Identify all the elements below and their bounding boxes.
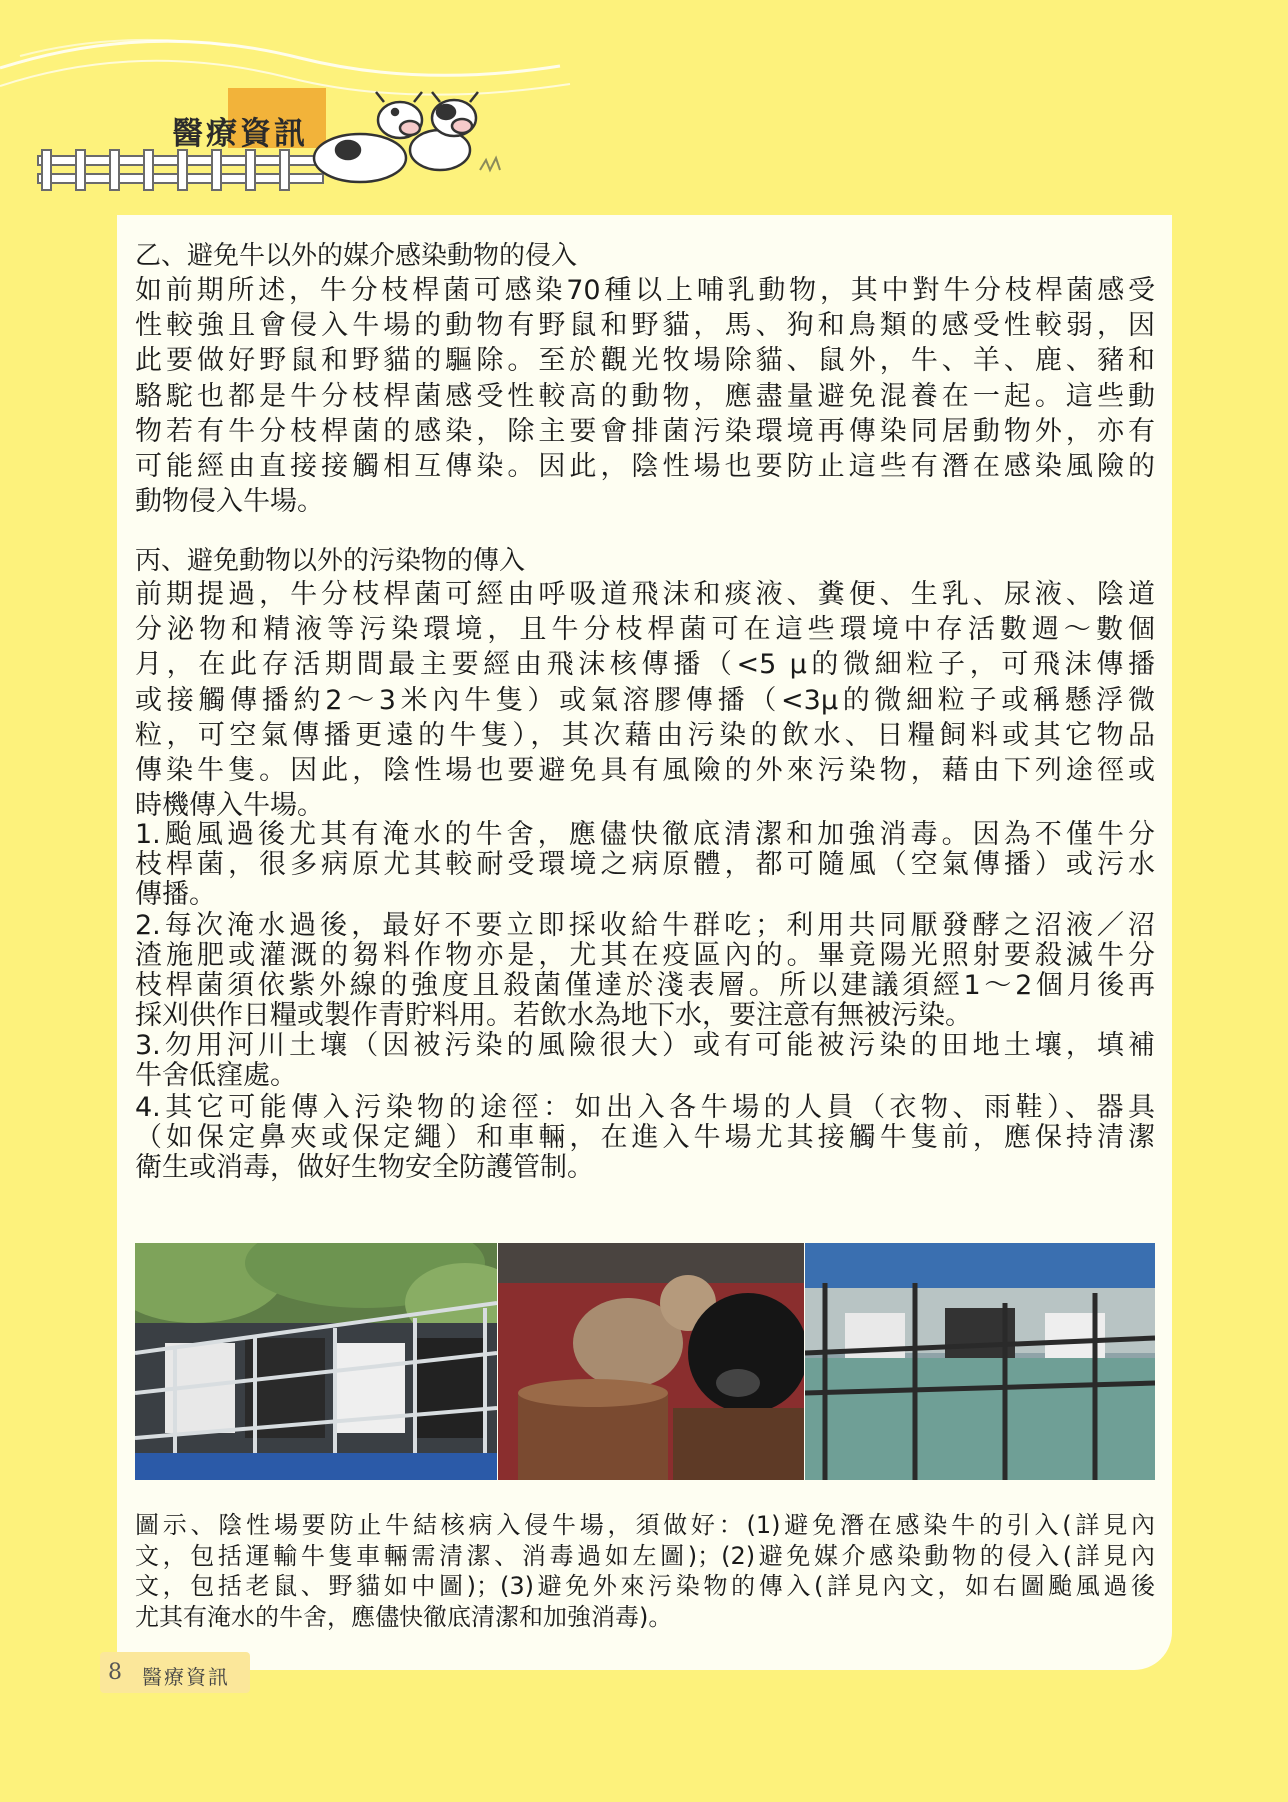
footer-label: 醫療資訊 [142,1665,230,1689]
caption-line: 圖示、陰性場要防止牛結核病入侵牛場，須做好：(1)避免潛在感染牛的引入(詳見內 [135,1511,1155,1539]
caption-line: 文，包括老鼠、野貓如中圖)；(3)避免外來污染物的傳入(詳見內文，如右圖颱風過後 [135,1572,1155,1600]
text-line: 前期提過，牛分枝桿菌可經由呼吸道飛沫和痰液、糞便、生乳、尿液、陰道 [135,579,1155,610]
text-line: 4.其它可能傳入污染物的途徑：如出入各牛場的人員（衣物、雨鞋）、器具 [135,1092,1155,1123]
flooded-barn-photo [805,1243,1155,1480]
text-line: 牛舍低窪處。 [135,1060,297,1091]
text-line: 動物侵入牛場。 [135,486,324,518]
header-illustration [0,0,600,210]
text-line: 性較強且會侵入牛場的動物有野鼠和野貓，馬、狗和鳥類的感受性較弱，因 [135,310,1155,342]
list-item-2 [135,911,1155,1031]
section-b-heading: 乙、避免牛以外的媒介感染動物的侵入 [135,241,578,271]
cat-and-calf-photo [498,1243,804,1480]
section-title: 醫療資訊 [172,116,308,152]
text-line: 衛生或消毒，做好生物安全防護管制。 [135,1152,594,1183]
list-item-1 [135,820,1155,910]
text-line: 傳播。 [135,879,216,910]
text-line: 駱駝也都是牛分枝桿菌感受性較高的動物，應盡量避免混養在一起。這些動 [135,380,1155,412]
figure-caption [135,1510,1155,1632]
list-item-4 [135,1093,1155,1183]
cattle-truck-photo [135,1243,497,1480]
text-line: 如前期所述，牛分枝桿菌可感染70種以上哺乳動物，其中對牛分枝桿菌感受 [135,275,1155,306]
text-line: 枝桿菌，很多病原尤其較耐受環境之病原體，都可隨風（空氣傳播）或污水 [135,849,1155,880]
section-b-paragraph [135,273,1155,519]
text-line: 採刈供作日糧或製作青貯料用。若飲水為地下水，要注意有無被污染。 [135,1000,972,1031]
text-line: 月，在此存活期間最主要經由飛沫核傳播（<5 μ的微細粒子，可飛沫傳播 [135,649,1155,681]
cow-icon [314,92,422,182]
text-line: 時機傳入牛場。 [135,790,324,822]
caption-line: 尤其有淹水的牛舍，應儘快徹底清潔和加強消毒)。 [135,1602,673,1631]
text-line: 1.颱風過後尤其有淹水的牛舍，應儘快徹底清潔和加強消毒。因為不僅牛分 [135,819,1155,850]
page-number: 8 [108,1660,122,1685]
section-c-heading: 丙、避免動物以外的污染物的傳入 [135,546,526,576]
text-line: 傳染牛隻。因此，陰性場也要避免具有風險的外來污染物，藉由下列途徑或 [135,755,1155,787]
text-line: 2.每次淹水過後，最好不要立即採收給牛群吃；利用共同厭發酵之沼液／沼 [135,910,1155,941]
text-line: 分泌物和精液等污染環境，且牛分枝桿菌可在這些環境中存活數週～數個 [135,614,1155,646]
text-line: 渣施肥或灌溉的芻料作物亦是，尤其在疫區內的。畢竟陽光照射要殺滅牛分 [135,940,1155,971]
text-line: 物若有牛分枝桿菌的感染，除主要會排菌污染環境再傳染同居動物外，亦有 [135,415,1155,447]
text-line: 可能經由直接接觸相互傳染。因此，陰性場也要防止這些有潛在感染風險的 [135,451,1155,483]
text-line: 或接觸傳播約2～3米內牛隻）或氣溶膠傳播（<3μ的微細粒子或稱懸浮微 [135,684,1155,716]
section-c-paragraph [135,577,1155,823]
fence-icon [38,150,323,190]
text-line: 粒，可空氣傳播更遠的牛隻），其次藉由污染的飲水、日糧飼料或其它物品 [135,719,1155,751]
text-line: 枝桿菌須依紫外線的強度且殺菌僅達於淺表層。所以建議須經1～2個月後再 [135,970,1155,1001]
caption-line: 文，包括運輸牛隻車輛需清潔、消毒過如左圖)；(2)避免媒介感染動物的侵入(詳見內 [135,1541,1155,1570]
text-line: 此要做好野鼠和野貓的驅除。至於觀光牧場除貓、鼠外，牛、羊、鹿、豬和 [135,345,1155,377]
photo-strip [135,1243,1155,1480]
text-line: 3.勿用河川土壤（因被污染的風險很大）或有可能被污染的田地土壤，填補 [135,1030,1155,1061]
text-line: （如保定鼻夾或保定繩）和車輛，在進入牛場尤其接觸牛隻前，應保持清潔 [135,1122,1155,1153]
list-item-3 [135,1031,1155,1091]
